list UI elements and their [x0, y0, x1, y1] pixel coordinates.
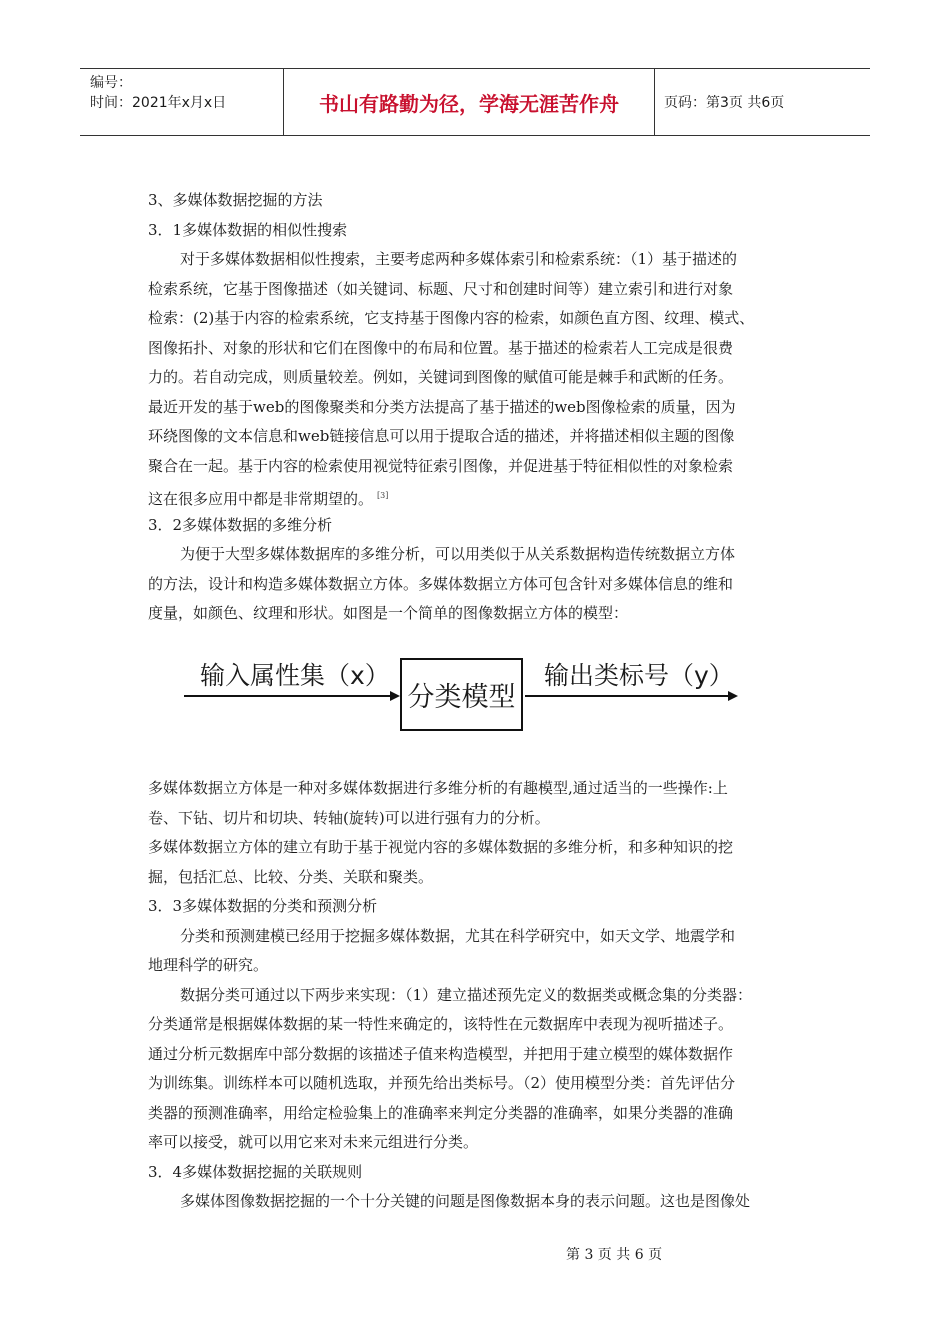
diagram-input-label: 输入属性集（x）	[200, 661, 390, 690]
paragraph-line	[148, 186, 813, 216]
line-text: 数据分类可通过以下两步来实现：（1）建立描述预先定义的数据类或概念集的分类器：	[180, 985, 753, 1004]
paragraph-line	[148, 981, 813, 1011]
paragraph-line	[148, 892, 813, 922]
paragraph-line	[148, 334, 813, 364]
paragraph-line	[148, 804, 813, 834]
line-text: 3、多媒体数据挖掘的方法	[148, 191, 323, 209]
paragraph-line	[148, 833, 813, 863]
paragraph-line	[148, 304, 813, 334]
line-text: 3．4多媒体数据挖掘的关联规则	[148, 1162, 363, 1181]
line-text: 多媒体数据立方体是一种对多媒体数据进行多维分析的有趣模型,通过适当的一些操作:上	[148, 779, 728, 797]
line-text: 的方法，设计和构造多媒体数据立方体。多媒体数据立方体可包含针对多媒体信息的维和	[148, 574, 734, 593]
paragraph-line	[148, 540, 813, 570]
classification-diagram	[148, 646, 748, 736]
line-text: 为训练集。训练样本可以随机选取，并预先给出类标号。（2）使用模型分类：首先评估分	[148, 1074, 736, 1092]
header-divider-right	[654, 69, 655, 135]
body-text-part1	[148, 186, 813, 629]
line-text: 多媒体图像数据挖掘的一个十分关键的问题是图像数据本身的表示问题。这也是图像处	[180, 1192, 751, 1210]
line-text: 地理科学的研究。	[148, 956, 269, 974]
line-text: 力的。若自动完成，则质量较差。例如，关键词到图像的赋值可能是棘手和武断的任务。	[148, 368, 734, 386]
header-motto: 书山有路勤为径，学海无涯苦作舟	[319, 91, 619, 116]
input-arrowhead	[390, 691, 400, 701]
output-arrowhead	[728, 691, 738, 701]
line-text: 3．2多媒体数据的多维分析	[148, 515, 333, 534]
paragraph-line	[148, 1069, 813, 1099]
line-text: 环绕图像的文本信息和web链接信息可以用于提取合适的描述，并将描述相似主题的图像	[148, 427, 735, 445]
body-text-part2	[148, 774, 813, 1217]
line-text: 聚合在一起。基于内容的检索使用视觉特征索引图像，并促进基于特征相似性的对象检索	[148, 456, 734, 475]
paragraph-line	[148, 275, 813, 305]
line-text: 检索：(2)基于内容的检索系统，它支持基于图像内容的检索，如颜色直方图、纹理、模式、	[148, 309, 755, 327]
line-text: 通过分析元数据库中部分数据的该描述子值来构造模型，并把用于建立模型的媒体数据作	[148, 1044, 734, 1063]
time-label: 时间：2021年x月x日	[90, 95, 227, 111]
paragraph-line	[148, 774, 813, 804]
line-text: 分类和预测建模已经用于挖掘多媒体数据，尤其在科学研究中，如天文学、地震学和	[180, 926, 736, 945]
paragraph-line	[148, 422, 813, 452]
page-footer: 第 3 页 共 6 页	[566, 1247, 663, 1263]
paragraph-line	[148, 245, 813, 275]
paragraph-line	[148, 570, 813, 600]
header-meta	[80, 69, 280, 135]
line-text: 检索系统，它基于图像描述（如关键词、标题、尺寸和创建时间等）建立索引和进行对象	[148, 279, 734, 298]
paragraph-line	[148, 216, 813, 246]
line-text: 掘，包括汇总、比较、分类、关联和聚类。	[148, 867, 434, 886]
line-text: 这在很多应用中都是非常期望的。	[148, 490, 374, 508]
paragraph-line	[148, 599, 813, 629]
header-table	[80, 68, 870, 136]
diagram-output-label: 输出类标号（y）	[544, 661, 734, 690]
line-text: 3．3多媒体数据的分类和预测分析	[148, 897, 378, 915]
line-text: 类器的预测准确率，用给定检验集上的准确率来判定分类器的准确率，如果分类器的准确	[148, 1103, 734, 1122]
line-text: 为便于大型多媒体数据库的多维分析，可以用类似于从关系数据构造传统数据立方体	[180, 545, 736, 563]
paragraph-line	[148, 1010, 813, 1040]
line-text: 图像拓扑、对象的形状和它们在图像中的布局和位置。基于描述的检索若人工完成是很费	[148, 338, 734, 357]
paragraph-line	[148, 922, 813, 952]
header-page-info: 页码：第3页 共6页	[664, 95, 785, 111]
paragraph-line	[148, 951, 813, 981]
line-text: 分类通常是根据媒体数据的某一特性来确定的，该特性在元数据库中表现为视听描述子。	[148, 1015, 734, 1033]
line-text: 对于多媒体数据相似性搜索，主要考虑两种多媒体索引和检索系统：（1）基于描述的	[180, 250, 738, 268]
paragraph-line	[148, 393, 813, 423]
paragraph-line	[148, 511, 813, 541]
paragraph-line	[148, 1099, 813, 1129]
paragraph-line	[148, 1158, 813, 1188]
paragraph-line	[148, 452, 813, 482]
line-text: 卷、下钻、切片和切块、转轴(旋转)可以进行强有力的分析。	[148, 808, 550, 827]
paragraph-line	[148, 863, 813, 893]
paragraph-line	[148, 1128, 813, 1158]
paragraph-line	[148, 1040, 813, 1070]
paragraph-line	[148, 1187, 813, 1217]
number-label: 编号：	[90, 75, 132, 91]
paragraph-line	[148, 363, 813, 393]
line-text: 率可以接受，就可以用它来对未来元组进行分类。	[148, 1133, 479, 1151]
paragraph-line	[148, 481, 813, 511]
citation-superscript: [3]	[377, 491, 389, 500]
line-text: 最近开发的基于web的图像聚类和分类方法提高了基于描述的web图像检索的质量，因为	[148, 397, 736, 416]
line-text: 3．1多媒体数据的相似性搜索	[148, 220, 348, 239]
line-text: 多媒体数据立方体的建立有助于基于视觉内容的多媒体数据的多维分析，和多种知识的挖	[148, 838, 734, 856]
line-text: 度量，如颜色、纹理和形状。如图是一个简单的图像数据立方体的模型：	[148, 604, 629, 622]
diagram-model-box: 分类模型	[400, 658, 523, 731]
